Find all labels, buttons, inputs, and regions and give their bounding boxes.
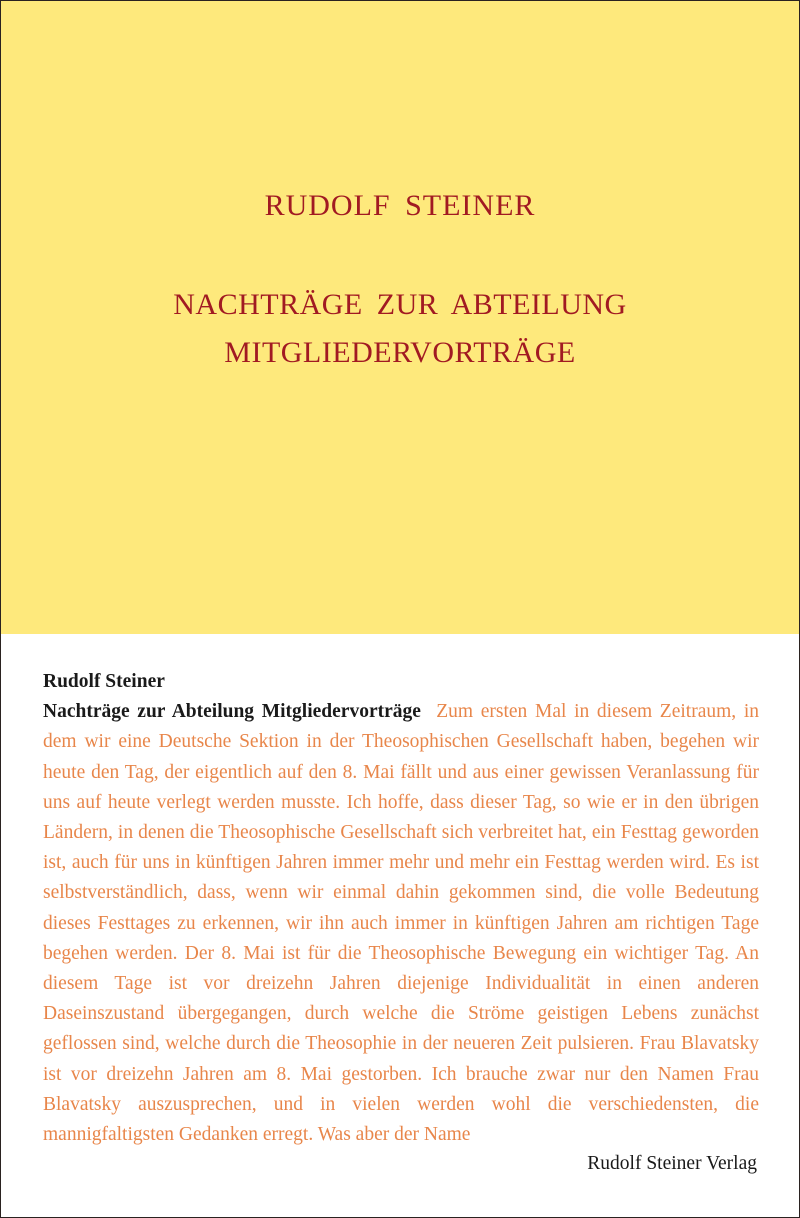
publisher-name: Rudolf Steiner Verlag <box>587 1153 757 1174</box>
cover-author: RUDOLF STEINER <box>264 189 536 222</box>
cover-top-panel <box>1 1 799 634</box>
blurb-body <box>43 697 759 1150</box>
blurb-excerpt: Zum ersten Mal in diesem Zeitraum, in dem wir eine Deutsche Sektion in der Theosophischen Gesellschaft haben, begehen wir heute den Tag, der eigentlich auf den 8. Mai fällt und aus einer gewissen Veranlassung für uns auf heute verlegt werden musste. Ich hoffe, dass dieser Tag, so wie er in den übrigen Ländern, in denen die Theosophische Gesellschaft sich verbreitet hat, ein Festtag geworden ist, auch für uns in künftigen Jahren immer mehr und mehr ein Festtag werden wird. Es ist selbstverständlich, dass, wenn wir einmal dahin gekommen sind, die volle Bedeutung dieses Festtages zu erkennen, wir ihn auch immer in künftigen Jahren am richtigen Tage begehen werden. Der 8. Mai ist für die Theosophische Bewegung ein wichtiger Tag. An diesem Tage ist vor dreizehn Jahren diejenige Individualität in einen anderen Daseinszustand übergegangen, durch welche die Ströme geistigen Lebens zunächst geflossen sind, welche durch die Theosophie in der neueren Zeit pulsieren. Frau Blavatsky ist vor dreizehn Jahren am 8. Mai gestorben. Ich brauche zwar nur den Namen Frau Blavatsky auszusprechen, und in vielen werden wohl die verschiedensten, die mannigfaltigsten Gedanken erregt. Was aber der Name <box>43 701 759 1146</box>
blurb-author: Rudolf Steiner <box>43 671 165 692</box>
cover-title-line-2: MITGLIEDERVORTRÄGE <box>224 336 576 369</box>
cover-title <box>1 281 799 377</box>
cover-title-line-1: NACHTRÄGE ZUR ABTEILUNG <box>173 288 627 321</box>
blurb-title: Nachträge zur Abteilung Mitgliedervorträge <box>43 701 421 723</box>
cover-blurb <box>43 667 759 1150</box>
